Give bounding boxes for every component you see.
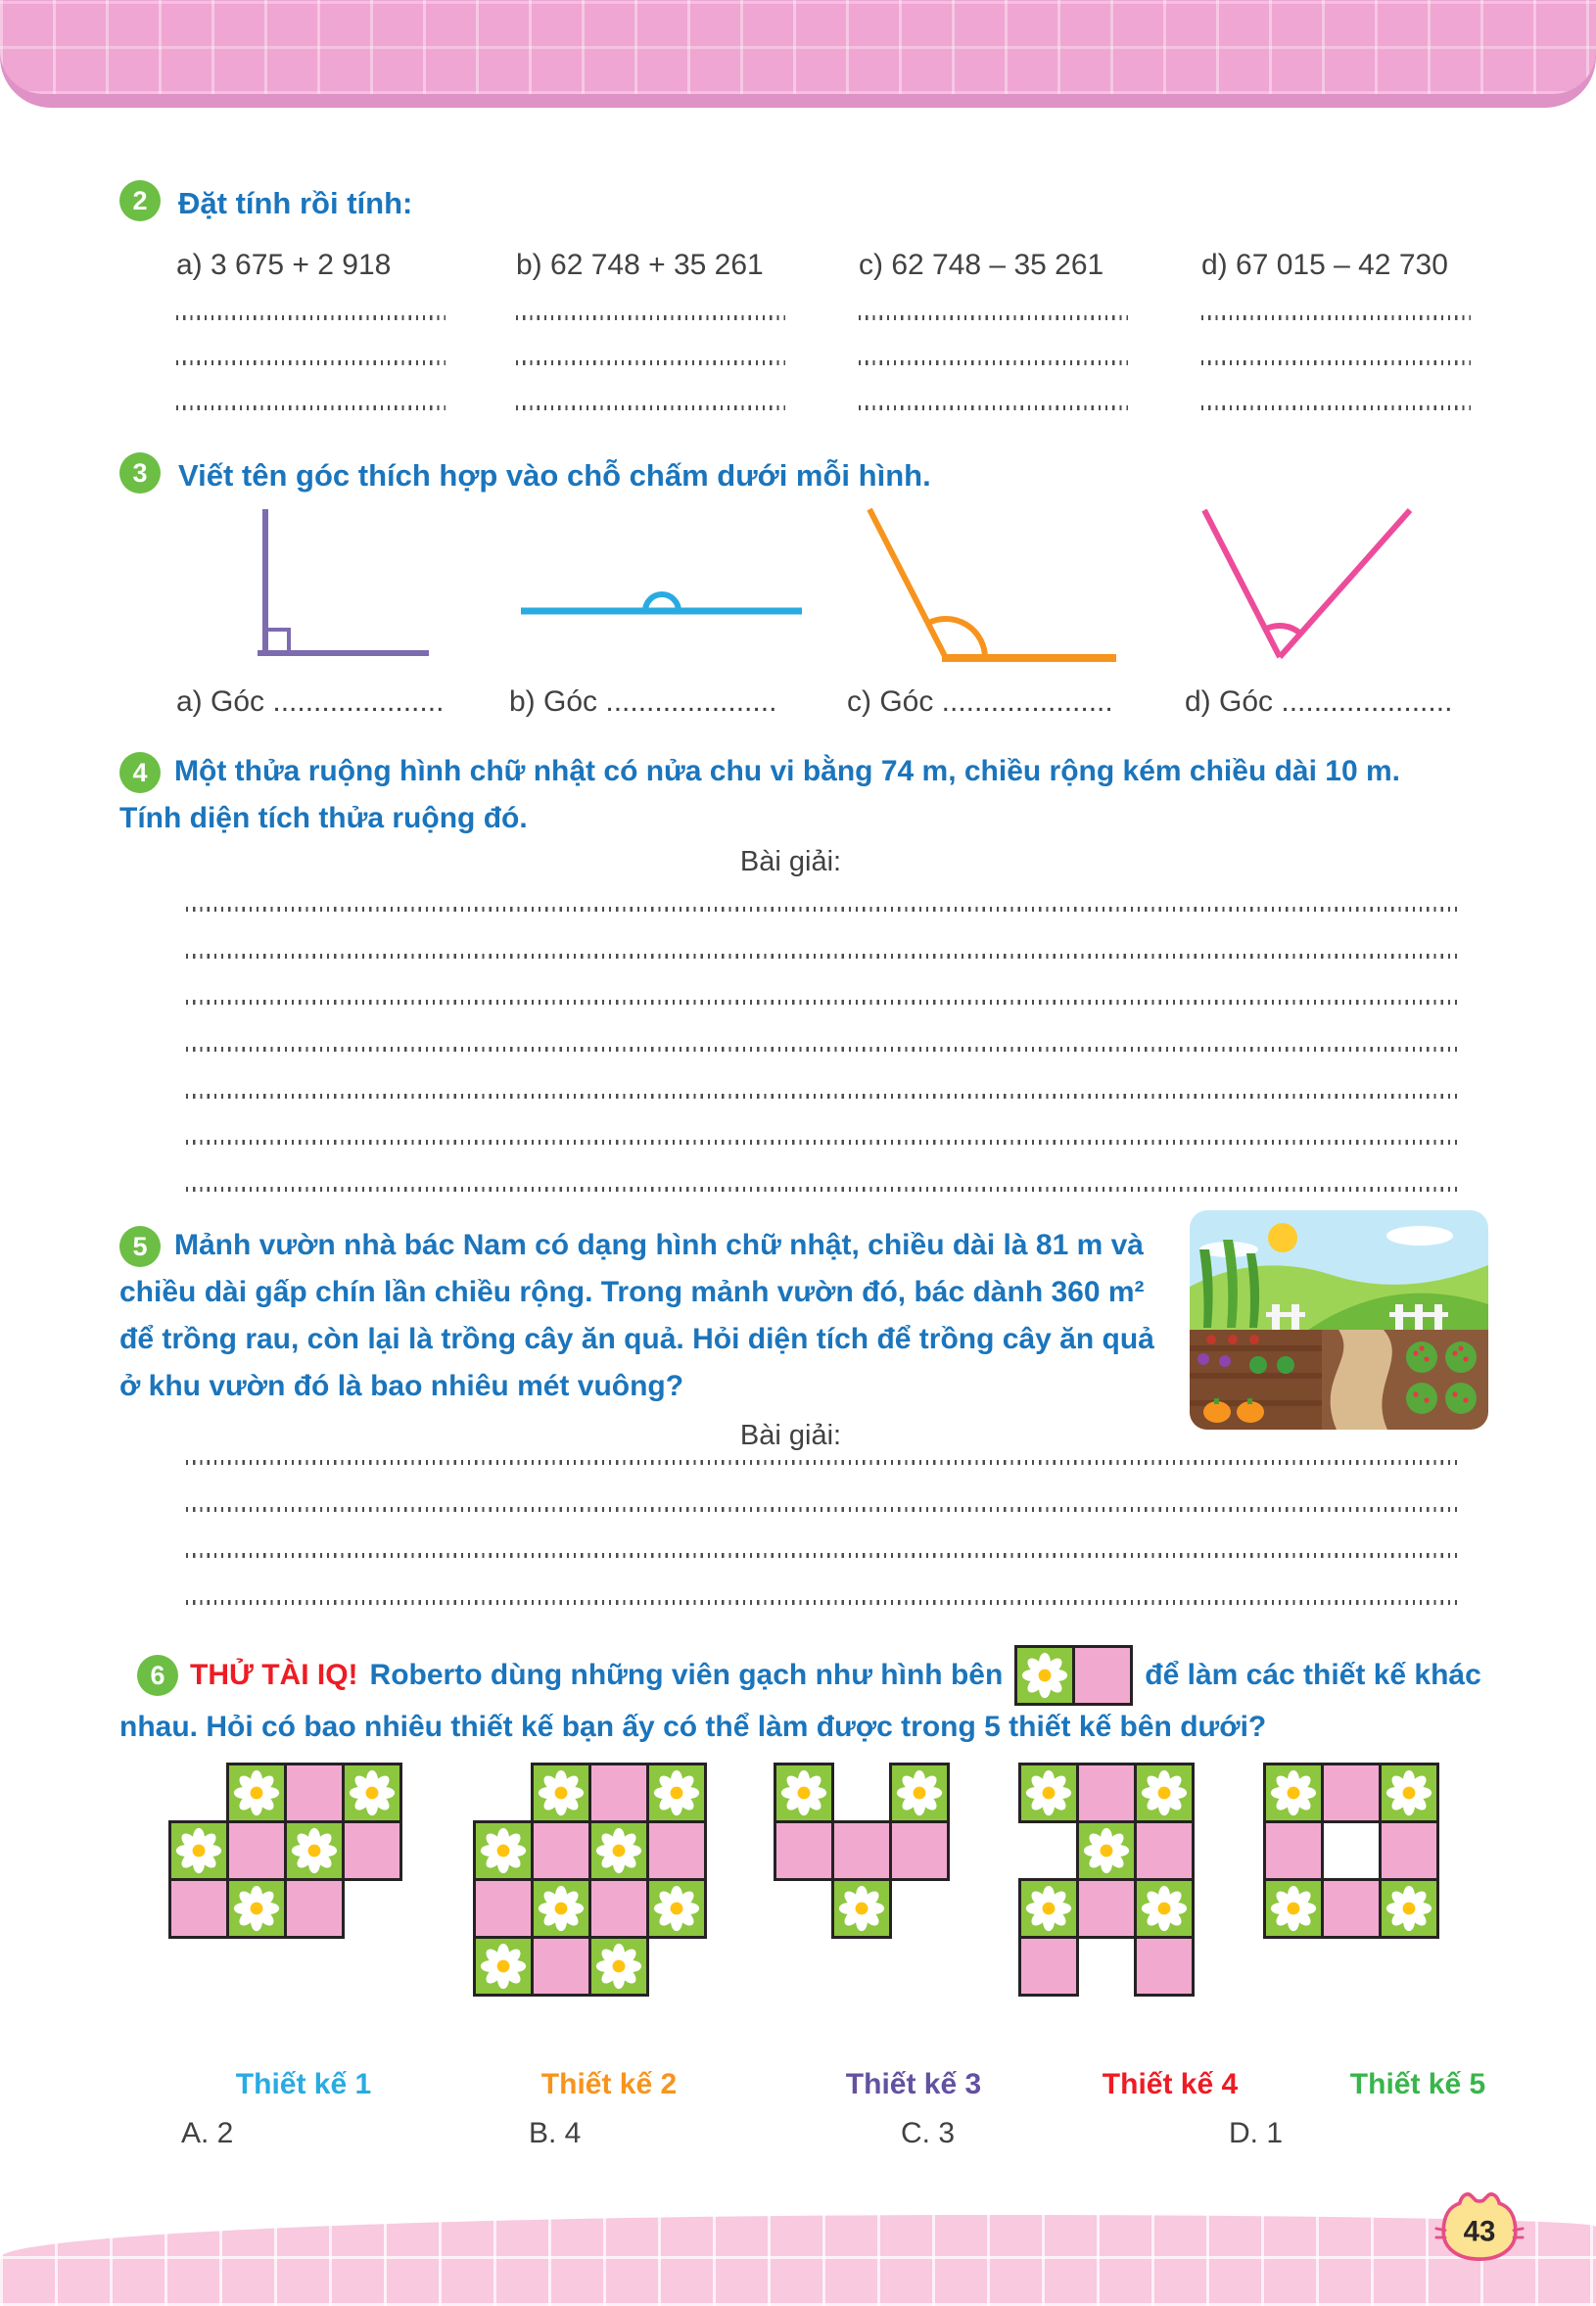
- answer-line: [186, 1140, 1459, 1145]
- daisy-icon: [480, 1943, 527, 1990]
- answer-line: [516, 360, 785, 365]
- figure-c-label: c) Góc .....................: [847, 685, 1113, 718]
- pink-cell: [1321, 1763, 1382, 1823]
- green-daisy-cell: [168, 1820, 229, 1881]
- answer-line: [1201, 315, 1471, 320]
- green-daisy-cell: [473, 1820, 534, 1881]
- daisy-icon: [1270, 1769, 1317, 1816]
- choice-c: C. 3: [901, 2117, 956, 2149]
- pink-cell: [1076, 1763, 1137, 1823]
- problem6-number-badge: 6: [137, 1655, 178, 1696]
- green-daisy-cell: [646, 1878, 707, 1939]
- daisy-icon: [595, 1943, 642, 1990]
- answer-line: [186, 1460, 1459, 1465]
- figure-a-label: a) Góc .....................: [176, 685, 445, 718]
- daisy-icon: [538, 1769, 585, 1816]
- pink-cell: [168, 1878, 229, 1939]
- pink-cell: [1072, 1645, 1133, 1706]
- pink-cell: [1321, 1878, 1382, 1939]
- answer-line: [186, 1187, 1459, 1192]
- figure-d-label: d) Góc .....................: [1185, 685, 1453, 718]
- pink-cell: [774, 1820, 834, 1881]
- pink-cell: [342, 1820, 402, 1881]
- green-daisy-cell: [889, 1763, 950, 1823]
- answer-line: [516, 315, 785, 320]
- daisy-icon: [1270, 1885, 1317, 1932]
- daisy-icon: [233, 1885, 280, 1932]
- design-4-grid: [1018, 1763, 1195, 1997]
- green-daisy-cell: [1018, 1878, 1079, 1939]
- problem4-solution-label: Bài giải:: [739, 846, 842, 877]
- problem2-item-b: b) 62 748 + 35 261: [516, 249, 764, 281]
- daisy-icon: [1141, 1769, 1188, 1816]
- problem4-statement: [119, 748, 1469, 842]
- white-cell: [1321, 1820, 1382, 1881]
- pink-cell: [1134, 1936, 1195, 1997]
- answer-line: [186, 1600, 1459, 1605]
- answer-line: [176, 405, 446, 410]
- daisy-icon: [1385, 1885, 1432, 1932]
- green-daisy-cell: [531, 1878, 591, 1939]
- daisy-icon: [291, 1827, 338, 1874]
- pink-cell: [226, 1820, 287, 1881]
- problem4-number-badge: 4: [119, 752, 161, 793]
- pink-cell: [284, 1763, 345, 1823]
- pink-cell: [588, 1878, 649, 1939]
- problem2-number-badge: 2: [119, 180, 161, 221]
- problem2-item-d: d) 67 015 – 42 730: [1201, 249, 1448, 281]
- answer-line: [859, 315, 1128, 320]
- problem6-text-before: Roberto dùng những viên gạch như hình bên: [369, 1659, 1004, 1691]
- green-daisy-cell: [1263, 1763, 1324, 1823]
- daisy-icon: [653, 1769, 700, 1816]
- answer-line: [859, 360, 1128, 365]
- answer-line: [176, 315, 446, 320]
- page-header: [0, 0, 1596, 108]
- answer-line: [186, 907, 1459, 912]
- straight-angle-figure: [517, 505, 806, 662]
- problem5-statement: [119, 1222, 1177, 1410]
- pink-cell: [1134, 1820, 1195, 1881]
- daisy-icon: [780, 1769, 827, 1816]
- green-daisy-cell: [1379, 1878, 1439, 1939]
- choice-d: D. 1: [1229, 2117, 1284, 2149]
- green-daisy-cell: [473, 1936, 534, 1997]
- daisy-icon: [175, 1827, 222, 1874]
- pink-cell: [831, 1820, 892, 1881]
- green-daisy-cell: [588, 1936, 649, 1997]
- problem4-text: Một thửa ruộng hình chữ nhật có nửa chu vi bằng 74 m, chiều rộng kém chiều dài 10 m. Tính diện tích thửa ruộng đó.: [119, 755, 1401, 834]
- green-daisy-cell: [588, 1820, 649, 1881]
- answer-line: [176, 360, 446, 365]
- header-plaid-pattern: [0, 0, 1596, 94]
- design-1-grid: [168, 1763, 402, 1939]
- green-daisy-cell: [1134, 1878, 1195, 1939]
- problem2-title: Đặt tính rồi tính:: [178, 186, 413, 220]
- pink-cell: [473, 1878, 534, 1939]
- pink-cell: [1263, 1820, 1324, 1881]
- problem3-title: Viết tên góc thích hợp vào chỗ chấm dưới mỗi hình.: [178, 458, 931, 493]
- problem6-text-after: để làm các thiết kế khác: [1145, 1659, 1481, 1691]
- daisy-icon: [538, 1885, 585, 1932]
- page-footer: [0, 2215, 1596, 2306]
- answer-line: [516, 405, 785, 410]
- green-daisy-cell: [284, 1820, 345, 1881]
- answer-line: [1201, 405, 1471, 410]
- answer-line: [186, 1553, 1459, 1558]
- pink-cell: [588, 1763, 649, 1823]
- pink-cell: [531, 1936, 591, 1997]
- green-daisy-cell: [646, 1763, 707, 1823]
- choice-a: A. 2: [181, 2117, 234, 2149]
- daisy-icon: [480, 1827, 527, 1874]
- design-4-label: Thiết kế 4: [1102, 2068, 1239, 2100]
- green-daisy-cell: [1263, 1878, 1324, 1939]
- page-number: 43: [1463, 2215, 1496, 2248]
- cat-page-badge: [1434, 2188, 1525, 2266]
- green-daisy-cell: [1014, 1645, 1075, 1706]
- daisy-icon: [1025, 1885, 1072, 1932]
- design-5-grid: [1263, 1763, 1439, 1939]
- design-3-label: Thiết kế 3: [845, 2068, 982, 2100]
- problem5-text: Mảnh vườn nhà bác Nam có dạng hình chữ nhật, chiều dài là 81 m và chiều dài gấp chín lần chiều rộng. Trong mảnh vườn đó, bác dành 360 m² để trồng rau, còn lại là trồng cây ăn quả. Hỏi diện tích để trồng cây ăn quả ở khu vườn đó là bao nhiêu mét vuông?: [119, 1229, 1154, 1402]
- pink-cell: [531, 1820, 591, 1881]
- green-daisy-cell: [1134, 1763, 1195, 1823]
- design-3-grid: [774, 1763, 950, 1939]
- problem6-text-line2: nhau. Hỏi có bao nhiêu thiết kế bạn ấy có thể làm được trong 5 thiết kế bên dưới?: [119, 1711, 1267, 1743]
- green-daisy-cell: [531, 1763, 591, 1823]
- daisy-icon: [838, 1885, 885, 1932]
- pink-cell: [1018, 1936, 1079, 1997]
- answer-line: [186, 1094, 1459, 1099]
- pink-cell: [284, 1878, 345, 1939]
- answer-line: [186, 1000, 1459, 1005]
- daisy-icon: [653, 1885, 700, 1932]
- green-daisy-cell: [831, 1878, 892, 1939]
- right-angle-figure: [248, 505, 434, 662]
- garden-illustration: [1190, 1210, 1488, 1430]
- problem6-heading-row: [137, 1643, 1481, 1708]
- problem3-number-badge: 3: [119, 452, 161, 494]
- daisy-icon: [595, 1827, 642, 1874]
- design-5-label: Thiết kế 5: [1349, 2068, 1486, 2100]
- obtuse-angle-figure: [860, 505, 1124, 662]
- problem6-iq-tag: THỬ TÀI IQ!: [190, 1659, 358, 1691]
- daisy-icon: [1025, 1769, 1072, 1816]
- pink-cell: [889, 1820, 950, 1881]
- green-daisy-cell: [774, 1763, 834, 1823]
- answer-line: [1201, 360, 1471, 365]
- daisy-icon: [349, 1769, 396, 1816]
- design-1-label: Thiết kế 1: [235, 2068, 372, 2100]
- green-daisy-cell: [1018, 1763, 1079, 1823]
- answer-line: [186, 954, 1459, 959]
- choice-b: B. 4: [529, 2117, 582, 2149]
- answer-line: [859, 405, 1128, 410]
- pink-cell: [1076, 1878, 1137, 1939]
- green-daisy-cell: [1076, 1820, 1137, 1881]
- daisy-icon: [233, 1769, 280, 1816]
- pink-cell: [1379, 1820, 1439, 1881]
- problem2-item-c: c) 62 748 – 35 261: [859, 249, 1104, 281]
- answer-line: [186, 1047, 1459, 1052]
- acute-angle-figure: [1197, 505, 1417, 662]
- green-daisy-cell: [226, 1878, 287, 1939]
- answer-line: [186, 1507, 1459, 1512]
- green-daisy-cell: [226, 1763, 287, 1823]
- pink-cell: [646, 1820, 707, 1881]
- daisy-icon: [1083, 1827, 1130, 1874]
- design-2-label: Thiết kế 2: [540, 2068, 678, 2100]
- problem5-solution-label: Bài giải:: [739, 1420, 842, 1451]
- daisy-icon: [1141, 1885, 1188, 1932]
- problem5-number-badge: 5: [119, 1226, 161, 1267]
- daisy-icon: [1385, 1769, 1432, 1816]
- problem2-item-a: a) 3 675 + 2 918: [176, 249, 392, 281]
- design-2-grid: [473, 1763, 707, 1997]
- green-daisy-cell: [342, 1763, 402, 1823]
- green-daisy-cell: [1379, 1763, 1439, 1823]
- figure-b-label: b) Góc .....................: [509, 685, 777, 718]
- daisy-icon: [1021, 1652, 1068, 1699]
- daisy-icon: [896, 1769, 943, 1816]
- brick-sample: [1014, 1645, 1133, 1706]
